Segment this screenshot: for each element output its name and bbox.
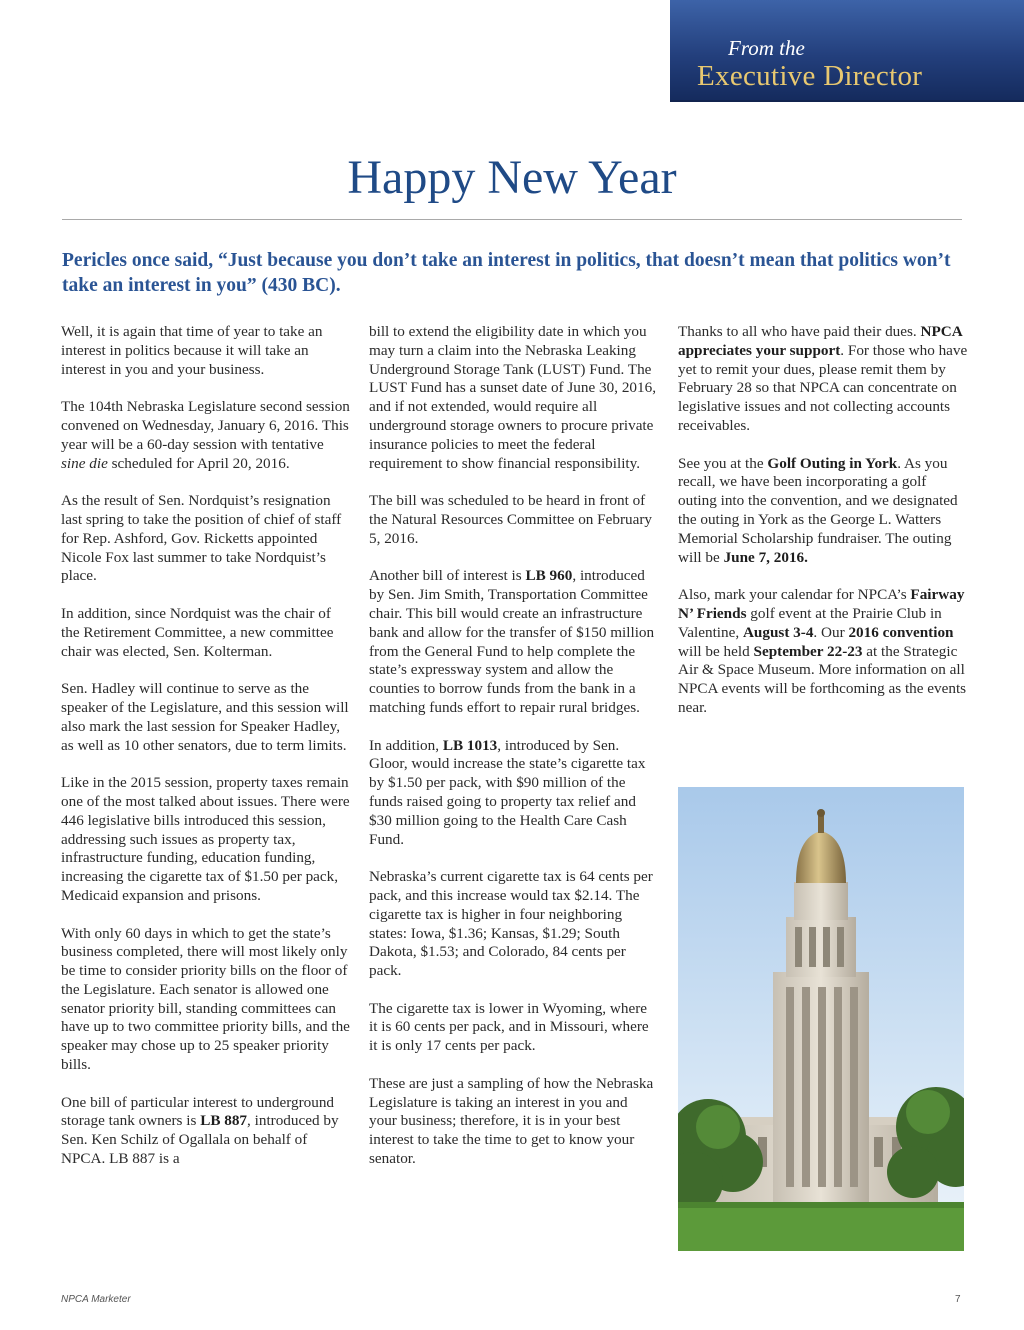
paragraph: The 104th Nebraska Legislature second session convened on Wednesday, January 6, 2016. This year will be a 60-day session with tentative sine die scheduled for April 20, 2016. bbox=[61, 398, 350, 472]
publication-name: NPCA Marketer bbox=[61, 1294, 131, 1305]
section-banner bbox=[670, 0, 1024, 102]
article-column-3 bbox=[678, 323, 968, 737]
paragraph: bill to extend the eligibility date in which you may turn a claim into the Nebraska Leaking Underground Storage Tank (LUST) Fund. The LUST Fund has a sunset date of June 30, 2016, and if not extended, would require all underground storage owners to procure private insurance policies to meet the federal requirement to show financial responsibility. bbox=[369, 323, 656, 472]
emphasis: sine die bbox=[61, 454, 108, 472]
bill-number: LB 887 bbox=[200, 1112, 248, 1130]
paragraph: As the result of Sen. Nordquist’s resignation last spring to take the position of chief of staff for Rep. Ashford, Gov. Ricketts appointed Nicole Fox last summer to take Nordquist’s place. bbox=[61, 492, 342, 585]
article-column-1 bbox=[61, 323, 351, 1188]
paragraph: Also, mark your calendar for NPCA’s Fairway N’ Friends golf event at the Prairie Club in Valentine, August 3-4. Our 2016 convention will be held September 22-23 at the Strategic Air & Space Museum. More information on all NPCA events will be forthcoming as the events near. bbox=[678, 586, 967, 716]
event-name: Golf Outing in York bbox=[767, 454, 898, 472]
page-number: 7 bbox=[955, 1294, 961, 1305]
event-date: September 22-23 bbox=[753, 642, 863, 660]
capitol-building-photo bbox=[678, 787, 964, 1251]
paragraph: Like in the 2015 session, property taxes remain one of the most talked about issues. There were 446 legislative bills introduced this session, addressing such issues as property tax, infrastructure funding, education funding, increasing the cigarette tax of $1.50 per pack, Medicaid expansion and prisons. bbox=[61, 774, 350, 904]
bill-number: LB 960 bbox=[525, 567, 573, 585]
event-name: 2016 convention bbox=[848, 623, 954, 641]
pull-quote: Pericles once said, “Just because you don’t take an interest in politics, that doesn’t mean that politics won’t take an interest in you” (430 BC). bbox=[62, 250, 951, 296]
paragraph: These are just a sampling of how the Nebraska Legislature is taking an interest in you and your business; therefore, it is in your best interest to take the time to get to know your senator. bbox=[369, 1074, 654, 1168]
title-divider bbox=[62, 219, 962, 220]
paragraph: Thanks to all who have paid their dues. NPCA appreciates your support. For those who have yet to remit your dues, please remit them by February 28 so that NPCA can concentrate on legislative issues and not collecting accounts receivables. bbox=[678, 323, 968, 434]
paragraph: See you at the Golf Outing in York. As you recall, we have been incorporating a golf outing into the convention, and we designated the outing in York as the George L. Watters Memorial Scholarship fundraiser. The outing will be June 7, 2016. bbox=[678, 454, 958, 566]
event-date: June 7, 2016. bbox=[723, 548, 808, 566]
paragraph: One bill of particular interest to underground storage tank owners is LB 887, introduced by Sen. Ken Schilz of Ogallala on behalf of NPCA. LB 887 is a bbox=[61, 1093, 339, 1168]
event-name: Fairway N’ Friends bbox=[678, 586, 965, 622]
page-title: Happy New Year bbox=[347, 151, 677, 204]
event-date: August 3-4 bbox=[742, 623, 814, 641]
paragraph: Another bill of interest is LB 960, introduced by Sen. Jim Smith, Transportation Committee chair. This bill would create an infrastructure bank and allow for the transfer of $150 million from the General Fund to help complete the state’s expressway system and allow the counties to borrow funds from the bank in a matching funds effort to repair rural bridges. bbox=[369, 567, 655, 716]
bill-number: LB 1013 bbox=[442, 736, 498, 754]
paragraph: In addition, LB 1013, introduced by Sen. Gloor, would increase the state’s cigarette tax by $1.50 per pack, with $90 million of the funds raised going to property tax relief and $30 million going to the Health Care Cash Fund. bbox=[369, 736, 646, 848]
paragraph: The cigarette tax is lower in Wyoming, where it is 60 cents per pack, and in Missouri, where it is only 17 cents per pack. bbox=[369, 999, 649, 1055]
paragraph: Well, it is again that time of year to take an interest in politics because it will take an interest in you and your business. bbox=[61, 323, 323, 378]
paragraph: In addition, since Nordquist was the chair of the Retirement Committee, a new committee chair was elected, Sen. Kolterman. bbox=[61, 604, 334, 660]
paragraph: Nebraska’s current cigarette tax is 64 cents per pack, and this increase would tax $2.14. The cigarette tax is higher in four neighboring states: Iowa, $1.36; Kansas, $1.29; South Dakota, $1.53; and Colorado, 84 cents per pack. bbox=[369, 868, 653, 980]
paragraph: Sen. Hadley will continue to serve as the speaker of the Legislature, and this session will also mark the last session for Speaker Hadley, as well as 10 other senators, due to term limits. bbox=[61, 680, 349, 754]
banner-subtitle: From the bbox=[728, 36, 805, 60]
banner-title: Executive Director bbox=[697, 60, 923, 92]
paragraph: With only 60 days in which to get the state’s business completed, there will most likely only be time to consider priority bills on the floor of the Legislature. Each senator is allowed one senator priority bill, standing committees can have up to two committee priority bills, and the speaker may chose up to 25 speaker priority bills. bbox=[61, 924, 350, 1074]
paragraph: The bill was scheduled to be heard in front of the Natural Resources Committee on February 5, 2016. bbox=[369, 492, 653, 547]
emphasis-bold: NPCA appreciates your support bbox=[678, 323, 962, 359]
article-column-2 bbox=[369, 323, 659, 1188]
